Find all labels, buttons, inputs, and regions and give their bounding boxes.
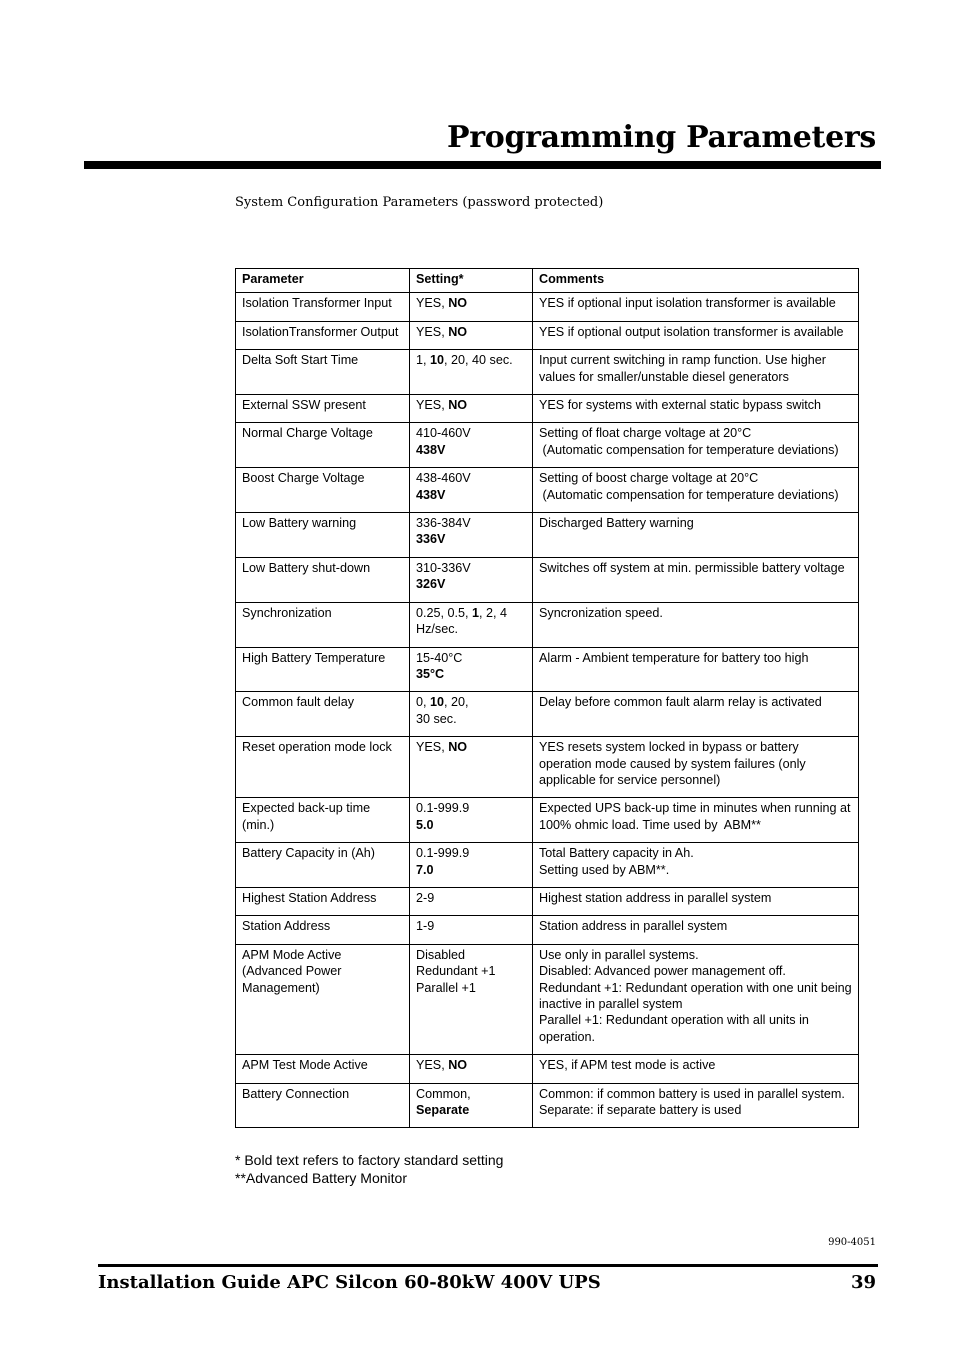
parameter-cell: High Battery Temperature [236,647,410,692]
parameter-cell: Isolation Transformer Input [236,293,410,321]
table-row [236,557,859,602]
header-parameter: Parameter [236,269,410,293]
abm-note: **Advanced Battery Monitor [235,1170,407,1186]
table-header-row [236,269,859,293]
setting-cell: 1, 10, 20, 40 sec. [410,350,533,395]
parameter-cell: Delta Soft Start Time [236,350,410,395]
document-number: 990-4051 [828,1237,876,1248]
comments-cell: Syncronization speed. [533,602,859,647]
setting-cell: 438-460V 438V [410,468,533,513]
comments-cell: YES resets system locked in bypass or battery operation mode caused by system failures (only applicable for service personnel) [533,737,859,798]
parameter-cell: Battery Capacity in (Ah) [236,843,410,888]
table-row [236,395,859,423]
parameter-cell: APM Mode Active (Advanced Power Management) [236,944,410,1054]
comments-cell: Alarm - Ambient temperature for battery too high [533,647,859,692]
parameter-cell: Reset operation mode lock [236,737,410,798]
setting-cell: 0.1-999.9 7.0 [410,843,533,888]
setting-cell: YES, NO [410,1055,533,1083]
setting-cell: 310-336V 326V [410,557,533,602]
parameter-cell: IsolationTransformer Output [236,321,410,349]
comments-cell: Expected UPS back-up time in minutes when running at 100% ohmic load. Time used by ABM** [533,798,859,843]
parameter-cell: Battery Connection [236,1083,410,1128]
comments-cell: Delay before common fault alarm relay is activated [533,692,859,737]
parameter-cell: APM Test Mode Active [236,1055,410,1083]
table-row [236,513,859,558]
comments-cell: Station address in parallel system [533,916,859,944]
table-row [236,293,859,321]
table-row [236,887,859,915]
section-subtitle: System Configuration Parameters (password protected) [235,195,604,210]
table-row [236,602,859,647]
comments-cell: Discharged Battery warning [533,513,859,558]
parameter-cell: Highest Station Address [236,887,410,915]
footer-title: Installation Guide APC Silcon 60-80kW 400V UPS [98,1272,601,1293]
table-row [236,798,859,843]
table-row [236,1055,859,1083]
comments-cell: Common: if common battery is used in parallel system. Separate: if separate battery is used [533,1083,859,1128]
table-body [236,293,859,1128]
parameters-table [235,268,859,1128]
setting-cell: 0, 10, 20, 30 sec. [410,692,533,737]
comments-cell: Setting of boost charge voltage at 20°C (Automatic compensation for temperature deviations) [533,468,859,513]
header-setting: Setting* [410,269,533,293]
bold-text-note: * Bold text refers to factory standard setting [235,1152,504,1168]
table-row [236,468,859,513]
setting-cell: 15-40°C 35°C [410,647,533,692]
header-comments: Comments [533,269,859,293]
parameter-cell: External SSW present [236,395,410,423]
setting-cell: 0.1-999.9 5.0 [410,798,533,843]
table-row [236,843,859,888]
setting-cell: Disabled Redundant +1 Parallel +1 [410,944,533,1054]
comments-cell: Switches off system at min. permissible battery voltage [533,557,859,602]
table-row [236,692,859,737]
page-number: 39 [850,1272,876,1293]
table-row [236,737,859,798]
title-rule [84,161,881,169]
parameter-cell: Low Battery warning [236,513,410,558]
comments-cell: YES for systems with external static bypass switch [533,395,859,423]
comments-cell: Total Battery capacity in Ah. Setting used by ABM**. [533,843,859,888]
page-title: Programming Parameters [446,120,876,155]
footer-rule [98,1264,878,1267]
table-row [236,1083,859,1128]
setting-cell: 336-384V 336V [410,513,533,558]
parameter-cell: Station Address [236,916,410,944]
table-row [236,944,859,1054]
footnotes [235,1151,503,1187]
setting-cell: 0.25, 0.5, 1, 2, 4 Hz/sec. [410,602,533,647]
parameter-cell: Expected back-up time (min.) [236,798,410,843]
setting-cell: Common, Separate [410,1083,533,1128]
setting-cell: YES, NO [410,293,533,321]
setting-cell: YES, NO [410,395,533,423]
table-row [236,321,859,349]
comments-cell: Setting of float charge voltage at 20°C (Automatic compensation for temperature deviations) [533,423,859,468]
table-row [236,423,859,468]
table-row [236,647,859,692]
comments-cell: Use only in parallel systems. Disabled: Advanced power management off. Redundant +1: Redundant operation with one unit being inactive in parallel system Parallel +1: Redundant operation with all units in operation. [533,944,859,1054]
parameter-cell: Low Battery shut-down [236,557,410,602]
parameter-cell: Boost Charge Voltage [236,468,410,513]
parameter-cell: Synchronization [236,602,410,647]
parameter-cell: Common fault delay [236,692,410,737]
setting-cell: YES, NO [410,737,533,798]
parameter-cell: Normal Charge Voltage [236,423,410,468]
table-row [236,916,859,944]
comments-cell: YES, if APM test mode is active [533,1055,859,1083]
setting-cell: 2-9 [410,887,533,915]
table-row [236,350,859,395]
comments-cell: YES if optional input isolation transformer is available [533,293,859,321]
setting-cell: YES, NO [410,321,533,349]
comments-cell: YES if optional output isolation transformer is available [533,321,859,349]
setting-cell: 410-460V 438V [410,423,533,468]
setting-cell: 1-9 [410,916,533,944]
comments-cell: Input current switching in ramp function. Use higher values for smaller/unstable diesel generators [533,350,859,395]
comments-cell: Highest station address in parallel system [533,887,859,915]
